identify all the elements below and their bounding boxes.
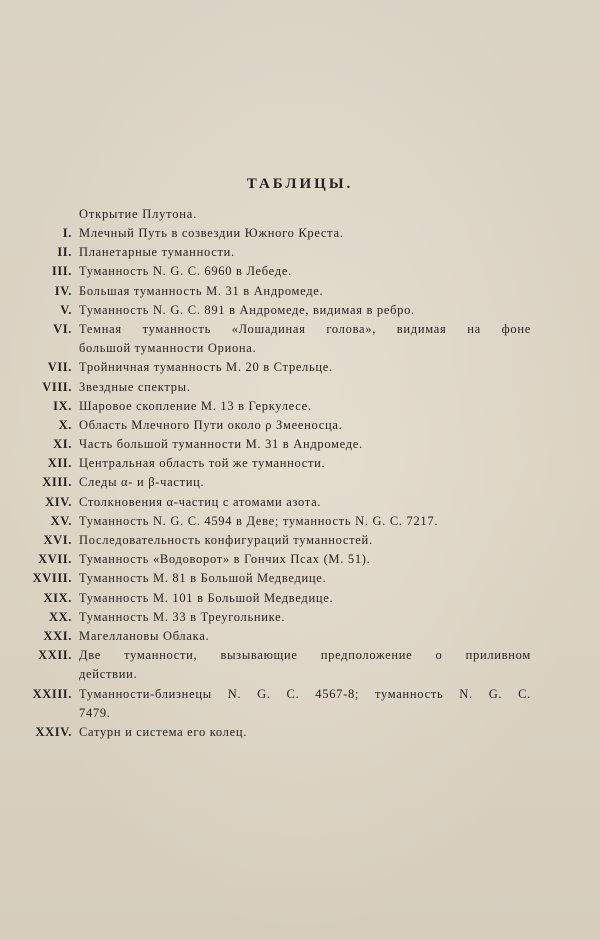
plate-number: I. [62,226,72,240]
plate-title: Туманность М. 101 в Большой Медведице. [79,590,334,605]
plate-title: Последовательность конфигураций туманностей. [79,533,373,548]
plate-title-line-1: Туманности-близнецы N. G. C. 4567-8; туманность N. G. C. [79,686,531,701]
plate-entry [0,224,600,243]
plate-entry [0,262,600,281]
page-title: ТАБЛИЦЫ. [246,176,354,192]
plate-title: Звездные спектры. [79,379,191,394]
plate-number: XIII. [42,475,72,490]
plate-title: Туманность М. 81 в Большой Медведице. [79,571,327,586]
plate-entry [0,627,600,646]
plate-title: Следы α- и β-частиц. [79,475,205,490]
plate-title [79,685,531,723]
plate-entry [0,358,600,377]
plate-number: III. [51,264,72,279]
plate-title: Млечный Путь в созвездии Южного Креста. [79,226,344,240]
plate-entry [0,589,600,608]
plate-number: XXI. [43,628,72,643]
plate-entry [0,454,600,473]
plate-number: XIV. [45,494,72,509]
plate-entry [0,473,600,492]
plate-entry [0,378,600,397]
plate-number: XVII. [38,552,72,567]
plate-title: Шаровое скопление М. 13 в Геркулесе. [79,398,312,413]
plate-entry [0,646,600,684]
plate-title [79,320,531,358]
plate-number: VIII. [42,379,72,394]
plate-number: XV. [50,513,72,528]
plate-title: Большая туманность М. 31 в Андромеде. [79,283,324,298]
plate-title: Магеллановы Облака. [79,628,210,643]
plate-number: XII. [47,456,72,471]
plate-entry [0,493,600,512]
plate-entry [0,397,600,416]
plate-title-line-2: действии. [79,667,138,682]
plate-number: XVIII. [32,571,72,586]
plate-entry [0,512,600,531]
plate-entry [0,685,600,723]
plate-number: IX. [53,398,72,413]
plate-entry [0,416,600,435]
plate-number: X. [58,417,72,432]
plate-entry [0,550,600,569]
plate-number: XXIV. [35,724,72,739]
plates-list [0,224,600,742]
plate-title: Туманность «Водоворот» в Гончих Псах (М. 51). [79,552,371,567]
plate-title: Туманность N. G. C. 6960 в Лебеде. [79,264,292,279]
plate-number: XI. [53,437,72,452]
plate-entry [0,531,600,550]
plate-number: XVI. [43,533,72,548]
plate-entry [0,569,600,588]
plate-number: IV. [54,283,72,298]
plate-entry [0,320,600,358]
plate-title: Туманность М. 33 в Треугольнике. [79,609,286,624]
plate-number: II. [57,245,72,260]
plate-number: VII. [47,360,72,375]
plate-title [79,646,531,684]
plate-title-line-1: Две туманности, вызывающие предположение о приливном [79,648,531,663]
plate-title: Планетарные туманности. [79,245,235,260]
plate-number: XIX. [43,590,72,605]
plate-number: XXII. [38,648,72,663]
plate-entry [0,301,600,320]
plate-entry [0,608,600,627]
plate-entry [0,243,600,262]
plate-entry [0,435,600,454]
plate-number: VI. [53,321,72,336]
plate-number: V. [60,302,72,317]
plate-entry [0,282,600,301]
plate-title-line-2: 7479. [79,705,111,720]
plate-title: Центральная область той же туманности. [79,456,326,471]
plate-title: Часть большой туманности М. 31 в Андромеде. [79,437,363,452]
plate-title: Тройничная туманность М. 20 в Стрельце. [79,360,333,375]
plate-number: XXIII. [32,686,72,701]
plate-title: Область Млечного Пути около ρ Змееносца. [79,417,343,432]
plate-title-line-1: Темная туманность «Лошадиная голова», видимая на фоне [79,321,531,336]
frontispiece-entry: Открытие Плутона. [79,207,198,221]
plate-number: XX. [49,609,72,624]
plate-title: Сатурн и система его колец. [79,724,248,739]
plate-title: Туманность N. G. C. 891 в Андромеде, видимая в ребро. [79,302,415,317]
plate-entry [0,723,600,742]
plate-title: Столкновения α-частиц с атомами азота. [79,494,322,509]
plate-title: Туманность N. G. C. 4594 в Деве; туманность N. G. C. 7217. [79,513,439,528]
plate-title-line-2: большой туманности Ориона. [79,341,257,356]
